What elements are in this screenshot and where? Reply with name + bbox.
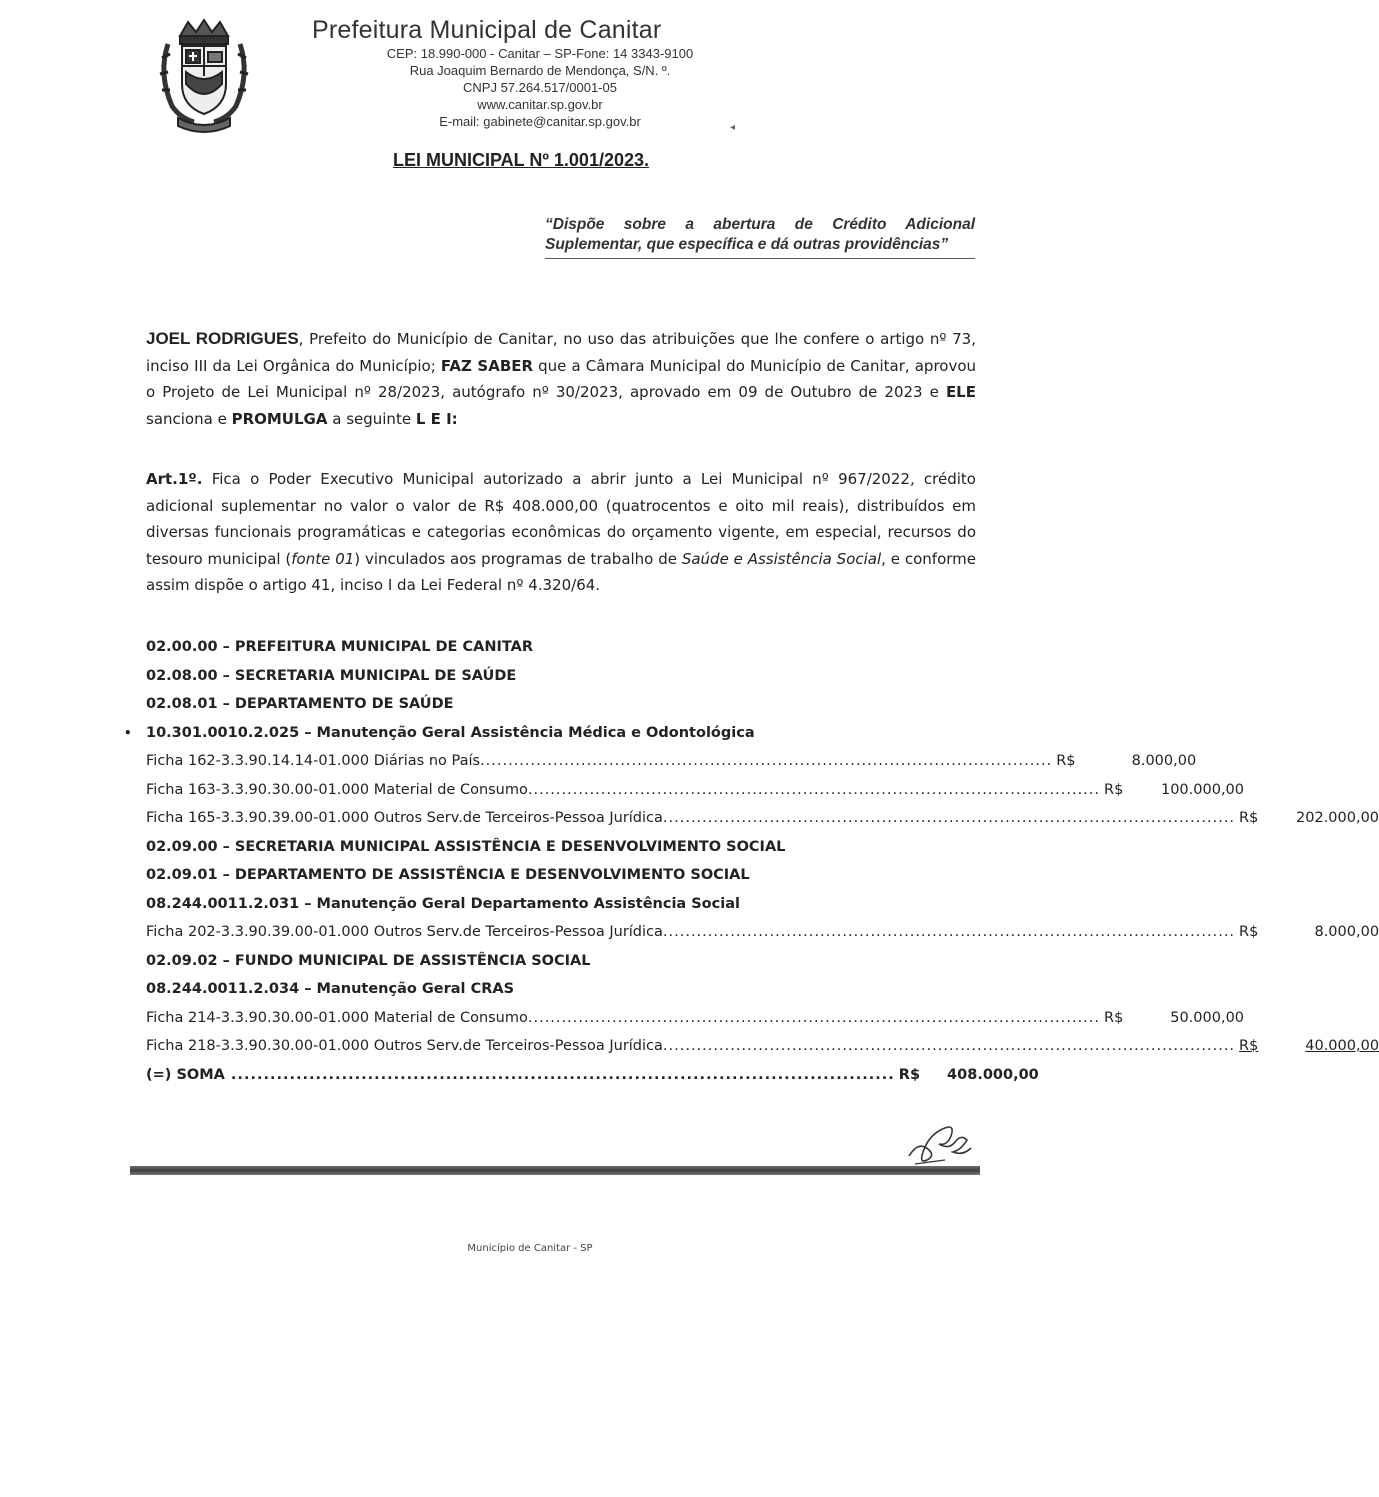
- line-item-amount: 202.000,00: [1296, 810, 1379, 826]
- paragraph-text: que a Câmara Municipal do Município de Canitar, aprovou o Projeto de Lei Municipal nº 28/2023, autógrafo nº 30/2023, aprovado em 09 de Outubro de 2023 e: [146, 356, 977, 401]
- line-item-description: Ficha 214-3.3.90.30.00-01.000 Material de Consumo: [146, 1009, 528, 1026]
- line-item-amount: 8.000,00: [1131, 753, 1197, 769]
- line-item-currency: R$: [1104, 781, 1124, 798]
- law-ementa: “Dispõe sobre a abertura de Crédito Adicional Suplementar, que específica e dá outras providências”: [545, 215, 975, 259]
- footer-divider-bar: [130, 1166, 980, 1175]
- paragraph-text: ) vinculados aos programas de trabalho de: [354, 549, 682, 568]
- budget-org-heading: 02.00.00 – PREFEITURA MUNICIPAL DE CANITAR: [146, 639, 534, 655]
- paragraph-text: , Prefeito do Município de Canitar, no uso das atribuições que lhe confere o artigo nº 73, inciso III da Lei Orgânica do Município;: [146, 330, 976, 375]
- mayor-name: JOEL RODRIGUES: [146, 329, 299, 348]
- scan-mark: ◂: [730, 122, 736, 133]
- line-item-amount: 8.000,00: [1314, 924, 1379, 940]
- line-item-currency: R$: [1239, 1038, 1259, 1054]
- budget-program-heading: 08.244.0011.2.034 – Manutenção Geral CRAS: [146, 981, 515, 997]
- paragraph-emphasis: ELE: [945, 383, 976, 401]
- promulgation-paragraph: [146, 326, 976, 432]
- budget-org-heading: 02.09.02 – FUNDO MUNICIPAL DE ASSISTÊNCIA SOCIAL: [146, 952, 591, 969]
- law-title: LEI MUNICIPAL Nº 1.001/2023.: [393, 150, 649, 170]
- budget-org-heading: 02.08.01 – DEPARTAMENTO DE SAÚDE: [146, 696, 454, 712]
- line-item-description: Ficha 218-3.3.90.30.00-01.000 Outros Serv.de Terceiros-Pessoa Jurídica: [146, 1038, 663, 1054]
- leader-dots: ......................................................................................................: [662, 810, 1236, 826]
- budget-total-row: [146, 1061, 1039, 1090]
- line-item-description: Ficha 163-3.3.90.30.00-01.000 Material de Consumo: [146, 781, 528, 798]
- paragraph-text: Fica o Poder Executivo Municipal autorizado a abrir junto a Lei Municipal nº 967/2022, crédito adicional suplementar no valor o valor de R$ 408.000,00 (quatrocentos e oito mil reais), distribuídos em diversas funcionais programáticas e categorias econômicas do orçamento vigente, em especial, recursos do tesouro municipal (: [146, 470, 976, 568]
- municipal-coat-of-arms-logo: [150, 14, 258, 134]
- budget-line-item: [146, 1032, 1379, 1061]
- budget-allocation-table: [124, 633, 1379, 1089]
- budget-line-item: [146, 1004, 1245, 1033]
- budget-line-item: [146, 776, 1245, 805]
- footer-text: Município de Canitar - SP: [467, 1243, 593, 1254]
- budget-org-heading: 02.09.01 – DEPARTAMENTO DE ASSISTÊNCIA E DESENVOLVIMENTO SOCIAL: [146, 867, 750, 883]
- header-address: Rua Joaquim Bernardo de Mendonça, S/N. º.: [409, 63, 671, 78]
- paragraph-emphasis: FAZ SABER: [440, 356, 534, 375]
- leader-dots: ......................................................................................................: [662, 1038, 1236, 1054]
- line-item-description: Ficha 162-3.3.90.14.14-01.000 Diárias no País: [146, 753, 481, 769]
- paragraph-italic: Saúde e Assistência Social: [681, 549, 882, 568]
- header-cep-line: CEP: 18.990-000 - Canitar – SP-Fone: 14 3343-9100: [386, 46, 694, 61]
- line-item-description: Ficha 165-3.3.90.39.00-01.000 Outros Serv.de Terceiros-Pessoa Jurídica: [146, 810, 663, 826]
- line-item-currency: R$: [1239, 810, 1259, 826]
- header-website: www.canitar.sp.gov.br: [477, 97, 603, 112]
- leader-dots: ......................................................................................................: [480, 753, 1053, 769]
- budget-program-heading: [124, 719, 978, 748]
- total-label: (=) SOMA: [146, 1066, 225, 1083]
- total-currency: R$: [898, 1066, 921, 1083]
- line-item-currency: R$: [1239, 924, 1259, 940]
- budget-line-item: [146, 918, 1379, 947]
- header-email: E-mail: gabinete@canitar.sp.gov.br: [439, 114, 641, 129]
- budget-program-heading: 08.244.0011.2.031 – Manutenção Geral Departamento Assistência Social: [146, 895, 740, 912]
- budget-program-label: 10.301.0010.2.025 – Manutenção Geral Assistência Médica e Odontológica: [146, 724, 755, 741]
- paragraph-text: sanciona e: [146, 409, 232, 428]
- line-item-currency: R$: [1056, 753, 1076, 769]
- total-amount: 408.000,00: [947, 1066, 1039, 1083]
- handwritten-initials-signature: [905, 1120, 975, 1168]
- bullet-mark: •: [124, 725, 132, 740]
- header-cnpj: CNPJ 57.264.517/0001-05: [463, 80, 617, 95]
- paragraph-emphasis: L E I:: [415, 409, 458, 428]
- budget-org-heading: 02.08.00 – SECRETARIA MUNICIPAL DE SAÚDE: [146, 667, 517, 684]
- leader-dots: ......................................................................................................: [527, 781, 1101, 798]
- line-item-description: Ficha 202-3.3.90.39.00-01.000 Outros Serv.de Terceiros-Pessoa Jurídica: [146, 924, 663, 940]
- line-item-amount: 100.000,00: [1160, 781, 1245, 798]
- leader-dots: ......................................................................................................: [224, 1066, 895, 1083]
- line-item-currency: R$: [1104, 1009, 1124, 1026]
- budget-line-item: [146, 747, 1197, 776]
- line-item-amount: 50.000,00: [1170, 1009, 1245, 1026]
- budget-line-item: [146, 804, 1379, 833]
- paragraph-text: a seguinte: [327, 409, 416, 428]
- article-1-paragraph: [146, 466, 976, 599]
- article-label: Art.1º.: [146, 470, 203, 488]
- paragraph-italic: fonte 01: [291, 549, 355, 568]
- paragraph-emphasis: PROMULGA: [231, 409, 328, 428]
- leader-dots: ......................................................................................................: [527, 1009, 1101, 1026]
- budget-org-heading: 02.09.00 – SECRETARIA MUNICIPAL ASSISTÊNCIA E DESENVOLVIMENTO SOCIAL: [146, 838, 786, 855]
- leader-dots: ......................................................................................................: [662, 924, 1236, 940]
- header-title: Prefeitura Municipal de Canitar: [312, 16, 662, 44]
- line-item-amount: 40.000,00: [1305, 1038, 1379, 1054]
- header-contact-block: [330, 45, 750, 130]
- paragraph-text: , e conforme assim dispõe o artigo 41, inciso I da Lei Federal nº 4.320/64.: [146, 549, 976, 594]
